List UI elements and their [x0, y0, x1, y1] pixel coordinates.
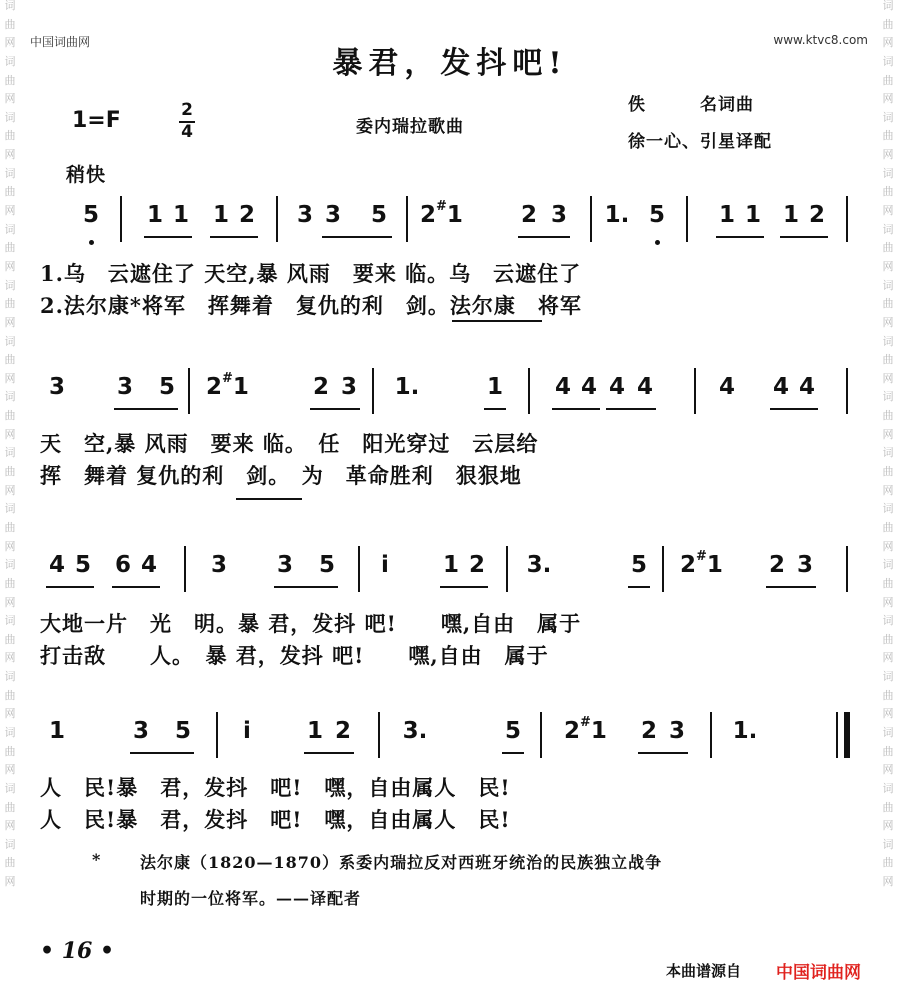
watermark-glyph: 词 [4, 110, 16, 124]
beam [638, 752, 688, 754]
bar-line [358, 546, 360, 592]
beam [322, 236, 392, 238]
lyrics-verse-1-row-4: 人 民!暴 君，发抖 吧! 嘿，自由属人 民! [40, 775, 511, 800]
lyrics-verse-2-row-2: 挥 舞着 复仇的利 剑。 为 革命胜利 狠狠地 [40, 463, 522, 488]
watermark-glyph: 词 [882, 725, 894, 739]
note: 5 [318, 552, 335, 578]
watermark-glyph: 曲 [882, 576, 894, 590]
source-prefix: 本曲谱源自 [666, 962, 742, 980]
beam [606, 408, 656, 410]
watermark-glyph: 词 [4, 0, 16, 12]
bar-line [694, 368, 696, 414]
watermark-glyph: 曲 [882, 241, 894, 255]
beam [46, 586, 94, 588]
bar-line [276, 196, 278, 242]
note: 3 [116, 374, 133, 400]
note: 2#1 [564, 715, 607, 744]
watermark-glyph: 曲 [4, 576, 16, 590]
watermark-glyph: 网 [882, 148, 894, 162]
note: 5 [158, 374, 175, 400]
watermark-glyph: 网 [882, 651, 894, 665]
song-title: 暴君，发抖吧! [332, 46, 568, 81]
time-signature-top: 2 [181, 100, 193, 120]
credit-lyricist-composer: 佚 名词曲 [628, 95, 754, 115]
beam [310, 408, 360, 410]
notes-row-1 [40, 196, 860, 246]
beam [304, 752, 354, 754]
note: 2 [520, 202, 537, 228]
watermark-glyph: 曲 [882, 353, 894, 367]
note: 2 [312, 374, 329, 400]
watermark-glyph: 网 [882, 483, 894, 497]
watermark-glyph: 词 [4, 670, 16, 684]
note: 3 [668, 718, 685, 744]
watermark-glyph: 曲 [882, 129, 894, 143]
slur-line [452, 320, 542, 322]
watermark-glyph: 词 [4, 166, 16, 180]
note: 5 [82, 202, 99, 228]
notes-row-3 [40, 546, 860, 596]
watermark-glyph: 网 [882, 315, 894, 329]
watermark-glyph: 网 [4, 483, 16, 497]
note: 1. [394, 374, 420, 400]
beam [780, 236, 828, 238]
note: i [381, 552, 389, 578]
note: 5 [648, 202, 665, 228]
lyrics-verse-2-row-3: 打击敌 人。 暴 君，发抖 吧! 嘿,自由 属于 [40, 643, 549, 668]
note: 1. [604, 202, 630, 228]
note: 3 [550, 202, 567, 228]
watermark-glyph: 曲 [4, 185, 16, 199]
watermark-glyph: 词 [882, 446, 894, 460]
beam [518, 236, 570, 238]
bar-line [846, 368, 848, 414]
watermark-glyph: 曲 [882, 632, 894, 646]
note: 3. [526, 552, 552, 578]
lyrics-verse-1-row-2: 天 空,暴 风雨 要来 临。 任 阳光穿过 云层给 [40, 431, 539, 456]
bar-line [686, 196, 688, 242]
note: 1 [212, 202, 229, 228]
watermark-glyph: 曲 [882, 856, 894, 870]
beam [770, 408, 818, 410]
note: 4 [636, 374, 653, 400]
low-octave-dot [655, 240, 660, 245]
source-site-link[interactable]: 中国词曲网 [776, 963, 861, 983]
bar-line [540, 712, 542, 758]
bar-line [710, 712, 712, 758]
beam [502, 752, 524, 754]
watermark-glyph: 网 [882, 539, 894, 553]
watermark-glyph: 词 [4, 558, 16, 572]
note: i [243, 718, 251, 744]
watermark-glyph: 曲 [4, 353, 16, 367]
watermark-glyph: 网 [882, 204, 894, 218]
beam [274, 586, 338, 588]
note: 3 [324, 202, 341, 228]
watermark-glyph: 词 [882, 390, 894, 404]
bar-line [406, 196, 408, 242]
watermark-glyph: 曲 [4, 17, 16, 31]
watermark-glyph: 词 [882, 614, 894, 628]
watermark-glyph: 曲 [4, 800, 16, 814]
watermark-glyph: 曲 [4, 744, 16, 758]
beam [210, 236, 258, 238]
watermark-glyph: 曲 [882, 409, 894, 423]
note: 4 [608, 374, 625, 400]
watermark-glyph: 词 [882, 54, 894, 68]
note: 2 [468, 552, 485, 578]
note: 2 [808, 202, 825, 228]
watermark-glyph: 曲 [4, 297, 16, 311]
note: 2 [640, 718, 657, 744]
note: 1 [146, 202, 163, 228]
watermark-glyph: 词 [4, 837, 16, 851]
note: 1 [172, 202, 189, 228]
watermark-glyph: 词 [882, 0, 894, 12]
note: 5 [630, 552, 647, 578]
watermark-glyph: 曲 [4, 129, 16, 143]
time-signature-bottom: 4 [181, 122, 193, 142]
watermark-glyph: 词 [4, 446, 16, 460]
bar-line [836, 712, 838, 758]
bar-line [372, 368, 374, 414]
note: 1 [782, 202, 799, 228]
key-signature: 1=F [72, 108, 121, 133]
note: 3 [340, 374, 357, 400]
beam [144, 236, 192, 238]
beam [440, 586, 488, 588]
watermark-glyph: 词 [4, 278, 16, 292]
watermark-glyph: 曲 [4, 520, 16, 534]
note: 1. [732, 718, 758, 744]
note: 1 [486, 374, 503, 400]
tempo-marking: 稍快 [66, 164, 107, 186]
watermark-glyph: 曲 [882, 73, 894, 87]
note: 4 [580, 374, 597, 400]
bar-line [188, 368, 190, 414]
watermark-glyph: 网 [4, 539, 16, 553]
watermark-glyph: 词 [882, 222, 894, 236]
lyrics-verse-2-row-4: 人 民!暴 君，发抖 吧! 嘿，自由属人 民! [40, 807, 511, 832]
watermark-glyph: 词 [4, 614, 16, 628]
watermark-glyph: 曲 [882, 800, 894, 814]
watermark-glyph: 曲 [4, 465, 16, 479]
bar-line [846, 196, 848, 242]
watermark-glyph: 网 [4, 651, 16, 665]
notes-row-2 [40, 368, 860, 418]
watermark-glyph: 网 [4, 315, 16, 329]
beam [628, 586, 650, 588]
watermark-glyph: 网 [4, 371, 16, 385]
watermark-glyph: 词 [4, 725, 16, 739]
footnote-line-2: 时期的一位将军。——译配者 [140, 889, 362, 908]
watermark-glyph: 网 [4, 259, 16, 273]
watermark-glyph: 曲 [4, 688, 16, 702]
note: 2 [238, 202, 255, 228]
watermark-glyph: 词 [882, 670, 894, 684]
slur-line [236, 498, 302, 500]
bar-line [378, 712, 380, 758]
watermark-glyph: 网 [882, 819, 894, 833]
beam [112, 586, 160, 588]
note: 2#1 [206, 371, 249, 400]
beam [130, 752, 194, 754]
watermark-glyph: 曲 [4, 241, 16, 255]
note: 3 [276, 552, 293, 578]
note: 4 [798, 374, 815, 400]
song-origin: 委内瑞拉歌曲 [356, 117, 464, 137]
bar-line [184, 546, 186, 592]
right-watermark-column [880, 0, 896, 1007]
watermark-glyph: 网 [4, 819, 16, 833]
credit-translators: 徐一心、引星译配 [628, 132, 772, 152]
watermark-glyph: 网 [882, 595, 894, 609]
note: 2 [768, 552, 785, 578]
page-number: • 16 • [40, 938, 115, 964]
beam [766, 586, 816, 588]
note: 4 [140, 552, 157, 578]
watermark-glyph: 词 [4, 502, 16, 516]
note: 3. [402, 718, 428, 744]
note: 2#1 [420, 199, 463, 228]
lyrics-verse-1-row-1: 1.乌 云遮住了 天空,暴 风雨 要来 临。乌 云遮住了 [40, 261, 582, 286]
watermark-glyph: 词 [882, 110, 894, 124]
watermark-glyph: 网 [882, 427, 894, 441]
watermark-glyph: 网 [882, 763, 894, 777]
bar-line [528, 368, 530, 414]
note: 4 [772, 374, 789, 400]
note: 3 [296, 202, 313, 228]
watermark-glyph: 曲 [882, 17, 894, 31]
watermark-glyph: 网 [882, 371, 894, 385]
beam [716, 236, 764, 238]
watermark-glyph: 词 [882, 781, 894, 795]
watermark-glyph: 网 [882, 92, 894, 106]
note: 2#1 [680, 549, 723, 578]
bar-line [506, 546, 508, 592]
watermark-glyph: 词 [882, 334, 894, 348]
note: 5 [174, 718, 191, 744]
note: 5 [504, 718, 521, 744]
note: 4 [718, 374, 735, 400]
note: 4 [48, 552, 65, 578]
note: 1 [718, 202, 735, 228]
watermark-glyph: 网 [4, 595, 16, 609]
watermark-url: www.ktvc8.com [773, 33, 868, 47]
notes-row-4 [40, 712, 860, 762]
watermark-glyph: 网 [4, 707, 16, 721]
watermark-glyph: 曲 [882, 520, 894, 534]
watermark-site-name: 中国词曲网 [30, 35, 91, 49]
note: 2 [334, 718, 351, 744]
watermark-glyph: 网 [4, 427, 16, 441]
note: 3 [210, 552, 227, 578]
bar-line [120, 196, 122, 242]
watermark-glyph: 网 [882, 707, 894, 721]
watermark-glyph: 曲 [4, 409, 16, 423]
watermark-glyph: 网 [882, 875, 894, 889]
beam [114, 408, 178, 410]
lyrics-verse-2-row-1: 2.法尔康*将军 挥舞着 复仇的利 剑。法尔康 将军 [40, 293, 582, 318]
note: 1 [744, 202, 761, 228]
note: 1 [48, 718, 65, 744]
watermark-glyph: 词 [882, 837, 894, 851]
beam [484, 408, 506, 410]
bar-line [216, 712, 218, 758]
watermark-glyph: 曲 [882, 688, 894, 702]
watermark-glyph: 曲 [4, 73, 16, 87]
note: 1 [442, 552, 459, 578]
watermark-glyph: 词 [4, 781, 16, 795]
low-octave-dot [89, 240, 94, 245]
final-bar-line [844, 712, 850, 758]
watermark-glyph: 曲 [882, 465, 894, 479]
watermark-glyph: 网 [4, 148, 16, 162]
watermark-glyph: 曲 [4, 856, 16, 870]
watermark-glyph: 曲 [882, 297, 894, 311]
note: 5 [370, 202, 387, 228]
left-watermark-column [2, 0, 18, 1007]
watermark-glyph: 网 [4, 875, 16, 889]
watermark-glyph: 词 [4, 334, 16, 348]
note: 6 [114, 552, 131, 578]
watermark-glyph: 网 [882, 259, 894, 273]
note: 1 [306, 718, 323, 744]
watermark-glyph: 词 [882, 166, 894, 180]
watermark-glyph: 曲 [882, 744, 894, 758]
note: 3 [48, 374, 65, 400]
watermark-glyph: 词 [4, 390, 16, 404]
note: 4 [554, 374, 571, 400]
note: 5 [74, 552, 91, 578]
footnote-mark: * [92, 850, 102, 869]
watermark-glyph: 网 [4, 92, 16, 106]
watermark-glyph: 词 [882, 558, 894, 572]
bar-line [846, 546, 848, 592]
bar-line [662, 546, 664, 592]
watermark-glyph: 曲 [882, 185, 894, 199]
watermark-glyph: 网 [4, 763, 16, 777]
watermark-glyph: 网 [4, 204, 16, 218]
note: 3 [132, 718, 149, 744]
watermark-glyph: 词 [882, 502, 894, 516]
watermark-glyph: 词 [4, 222, 16, 236]
beam [552, 408, 600, 410]
watermark-glyph: 曲 [4, 632, 16, 646]
watermark-glyph: 词 [4, 54, 16, 68]
bar-line [590, 196, 592, 242]
footnote-line-1: 法尔康（1820—1870）系委内瑞拉反对西班牙统治的民族独立战争 [140, 853, 663, 872]
watermark-glyph: 网 [4, 36, 16, 50]
watermark-glyph: 网 [882, 36, 894, 50]
watermark-glyph: 词 [882, 278, 894, 292]
note: 3 [796, 552, 813, 578]
lyrics-verse-1-row-3: 大地一片 光 明。暴 君，发抖 吧! 嘿,自由 属于 [40, 611, 582, 636]
